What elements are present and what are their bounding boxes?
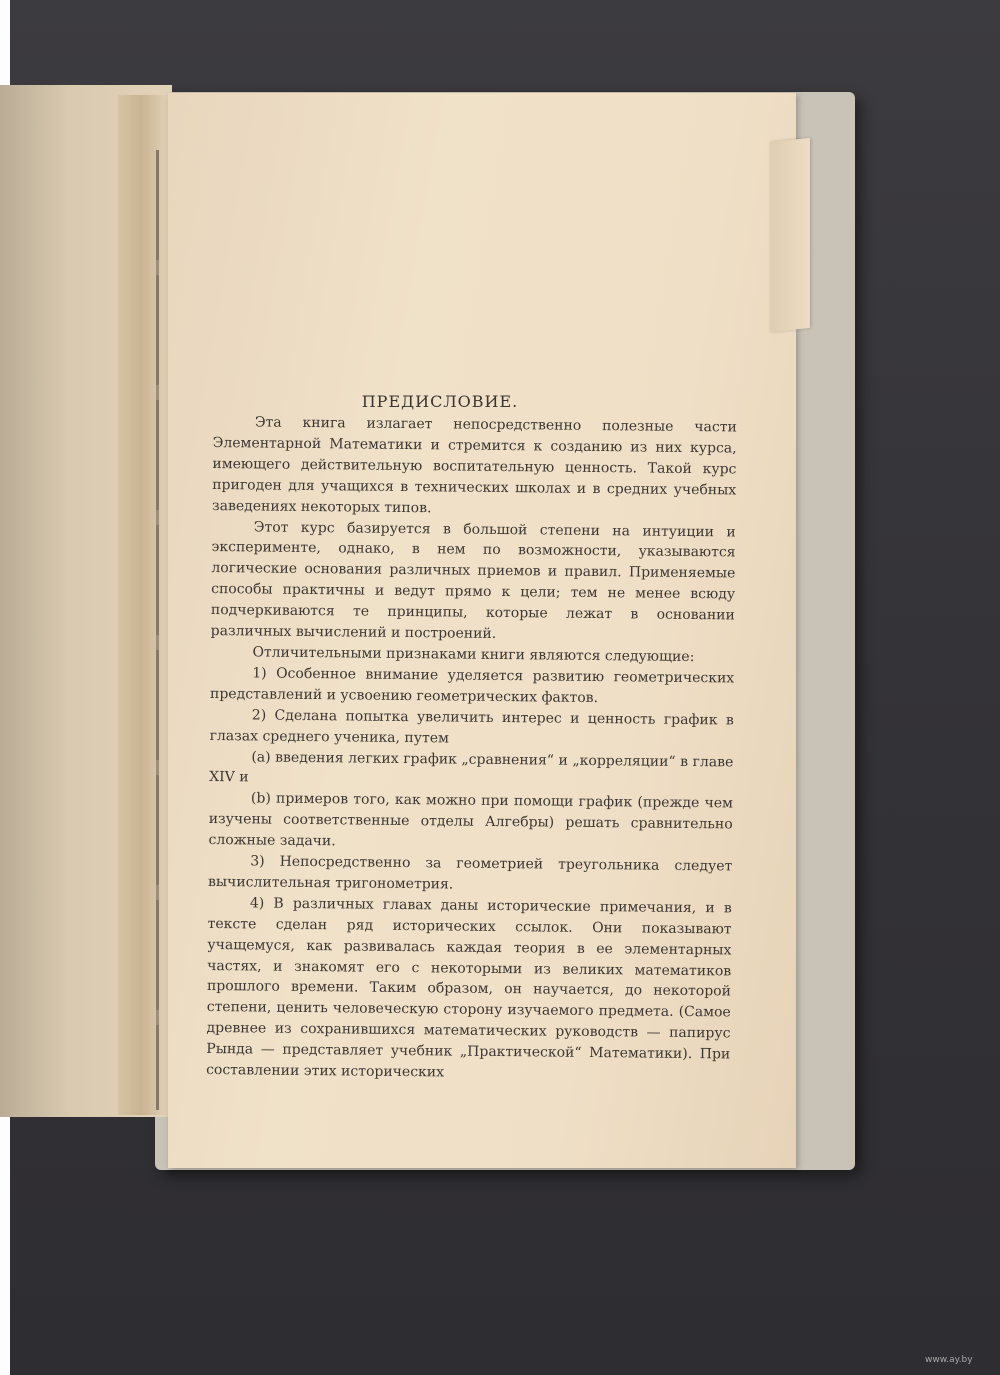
- list-item: 2) Сделана попытка увеличить интерес и ценность график в глазах среднего ученика, путем: [209, 707, 734, 747]
- list-item: 3) Непосредственно за геометрией треугольника следует вычислительная тригонометрия.: [207, 853, 733, 893]
- sub-list-item: (b) примеров того, как можно при помощи график (прежде чем изучены соответственные отделы Алгебры) решать сравнительно сложные задачи.: [208, 790, 734, 850]
- list-item: 1) Особенное внимание уделяется развитию геометрических представлений и усвоению геометрических фактов.: [209, 665, 735, 706]
- binding-stitch: [156, 150, 159, 1110]
- paragraph: Этот курс базируется в большой степени на интуиции и эксперименте, однако, в нем по возможности, указываются логические основания различных приемов и правил. Применяемые способы практичны и ведут прямо к цели; тем не менее всюду подчеркиваются те принципы, которые лежат в основании различных вычислений и построений.: [210, 518, 736, 643]
- book-spine: [118, 95, 170, 1115]
- preface-text: [206, 412, 737, 1086]
- page-corner-fold: [770, 138, 810, 332]
- paragraph: Отличительными признаками книги являются следующие:: [252, 644, 695, 666]
- paragraph: Эта книга излагает непосредственно полезные части Элементарной Математики и стремится к созданию из них курса, имеющего действительную воспитательную ценность. Такой курс пригоден для учащихся в технических школах и в средних учебных заведениях некоторых типов.: [211, 414, 737, 516]
- list-item: 4) В различных главах даны исторические примечания, и в тексте сделан ряд исторических ссылок. Они показывают учащемуся, как развивалась каждая теория в ее элементарных частях, и знакомят его с некоторыми из великих математиков прошлого времени. Таким образом, он научается, до некоторой степени, ценить человеческую сторону изучаемого предмета. (Самое древнее из сохранившихся математических руководств — папирус Рында — представляет учебник „Практической“ Математики). При составлении этих исторических: [206, 895, 732, 1081]
- preface-heading: ПРЕДИСЛОВИЕ.: [361, 392, 519, 411]
- site-watermark: www.ay.by: [925, 1355, 973, 1365]
- sub-list-item: (a) введения легких график „сравнения“ и „корреляции“ в главе XIV и: [209, 748, 734, 786]
